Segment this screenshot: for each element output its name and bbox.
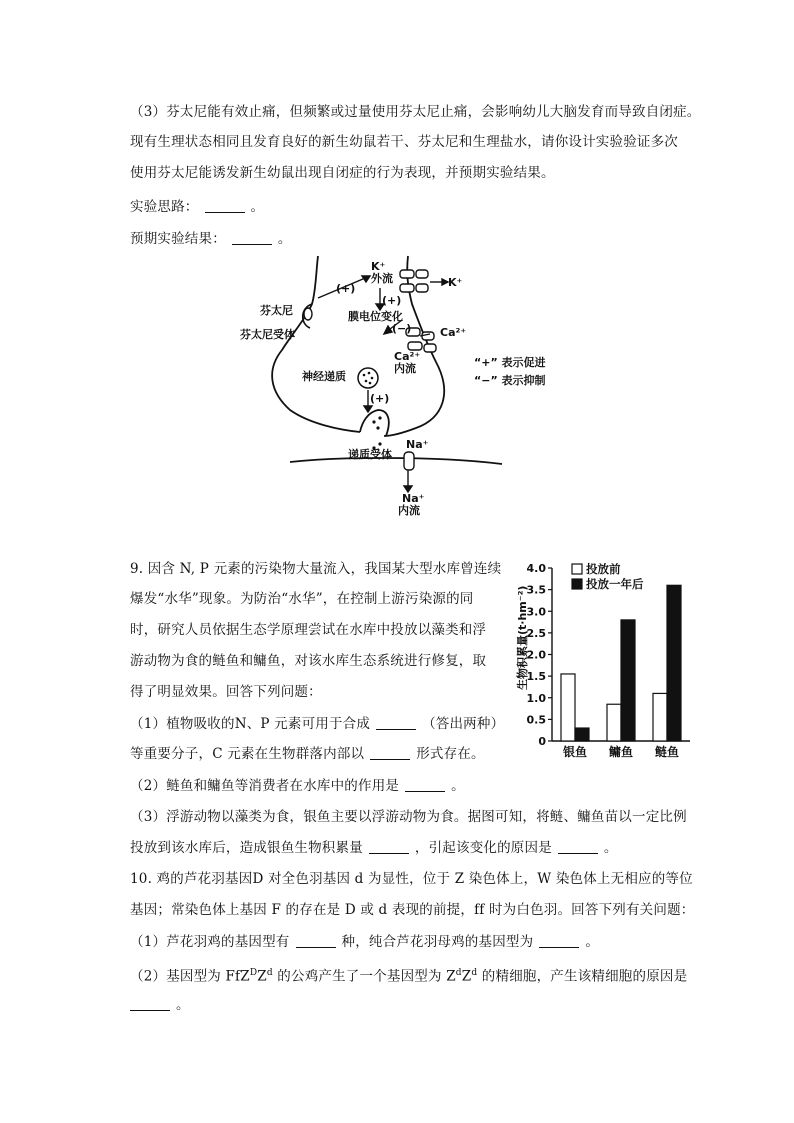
bar-银鱼-投放一年后 xyxy=(575,728,589,741)
q9-s1-part-c: 等重要分子，C 元素在生物群落内部以 xyxy=(130,746,365,762)
q10-s1-part-b: 种，纯合芦花羽母鸡的基因型为 xyxy=(341,934,534,950)
influx-label: 内流 xyxy=(394,362,416,375)
neuron-diagram xyxy=(230,252,560,520)
y-tick-label: 2.5 xyxy=(526,626,546,640)
bar-鲢鱼-投放前 xyxy=(653,693,667,741)
k-right-label: K⁺ xyxy=(448,276,463,289)
legend-swatch xyxy=(572,564,582,574)
fentanyl-receptor-label: 芬太尼受体 xyxy=(240,328,295,341)
q10-sub-1-line xyxy=(130,933,599,951)
q10-s2-part-e: 的精细胞，产生该精细胞的原因是 xyxy=(477,968,688,985)
legend-swatch xyxy=(572,579,582,589)
fentanyl-label: 芬太尼 xyxy=(260,304,293,317)
na-bottom-label: Na⁺ xyxy=(402,492,425,505)
q10-s2-part-b: Z xyxy=(257,968,267,985)
q9-s2-text: （2）鲢鱼和鳙鱼等消费者在水库中的作用是 xyxy=(130,778,400,794)
k-channel-shape xyxy=(400,270,428,292)
q10-s1-blank-2 xyxy=(539,934,579,948)
bar-鳙鱼-投放一年后 xyxy=(621,620,635,741)
q10-s2-end: 。 xyxy=(176,997,190,1013)
q10-sup-d-2: d xyxy=(455,968,462,978)
membrane-change-label: 膜电位变化 xyxy=(348,310,403,323)
q8-result-line xyxy=(130,230,292,248)
bar-鲢鱼-投放一年后 xyxy=(667,585,681,741)
q8-idea-blank xyxy=(205,199,245,213)
q10-text-line-1: 10. 鸡的芦花羽基因D 对全色羽基因 d 为显性，位于 Z 染色体上，W 染色体上无相应的等位 xyxy=(130,871,693,887)
y-tick-label: 3.0 xyxy=(526,605,546,619)
y-tick-label: 0.5 xyxy=(526,713,546,727)
q10-s1-part-a: （1）芦花羽鸡的基因型有 xyxy=(130,934,290,950)
q9-s1-blank-2 xyxy=(370,746,410,760)
q9-text-line-3: 时，研究人员依据生态学原理尝试在水库中投放以藻类和浮 xyxy=(130,622,487,638)
q8-result-end: 。 xyxy=(277,231,292,247)
q9-s1-blank-1 xyxy=(376,716,416,730)
legend-label: 投放一年后 xyxy=(586,577,644,591)
y-tick-label: 1.0 xyxy=(526,691,546,705)
q9-s1-part-a: （1）植物吸收的N、P 元素可用于合成 xyxy=(130,716,371,732)
q9-s1-part-d: 形式存在。 xyxy=(416,746,485,762)
q10-sup-d-3: d xyxy=(471,968,478,978)
ca-inner-label: Ca²⁺ xyxy=(394,350,421,363)
q8-result-label: 预期实验结果： xyxy=(130,231,226,247)
legend-plus-label: “+” 表示促进 xyxy=(474,356,546,369)
plus-label-3: (+) xyxy=(370,392,390,405)
q8-text-line-3: 使用芬太尼能诱发新生幼鼠出现自闭症的行为表现，并预期实验结果。 xyxy=(130,165,555,181)
q9-sub-3-line-1: （3）浮游动物以藻类为食，银鱼主要以浮游动物为食。据图可知，将鲢、鳙鱼苗以一定比例 xyxy=(130,809,687,825)
chart-legend xyxy=(572,562,644,591)
q10-s1-end: 。 xyxy=(585,934,600,950)
x-category-label: 鲢鱼 xyxy=(654,745,680,759)
q9-s2-blank xyxy=(405,778,445,792)
q10-s2-blank xyxy=(130,997,170,1011)
q10-s2-part-c: 的公鸡产生了一个基因型为 Z xyxy=(272,968,456,985)
q9-s3-part-c: ，引起该变化的原因是 xyxy=(414,840,552,856)
q9-s3-part-b: 投放到该水库后，造成银鱼生物积累量 xyxy=(130,840,363,856)
y-tick-label: 2.0 xyxy=(526,648,546,662)
x-category-label: 鳙鱼 xyxy=(608,745,634,759)
q8-idea-end: 。 xyxy=(250,199,265,215)
q9-sub-1-line-1 xyxy=(130,715,504,733)
q10-sub-2-line-2 xyxy=(130,996,190,1014)
y-tick-label: 4.0 xyxy=(526,562,546,575)
na-influx-label: 内流 xyxy=(398,504,420,517)
ca-right-label: Ca²⁺ xyxy=(440,326,467,339)
plus-label-1: (+) xyxy=(336,282,356,295)
bar-鳙鱼-投放前 xyxy=(607,704,621,741)
q9-s3-end: 。 xyxy=(603,840,618,856)
x-category-label: 银鱼 xyxy=(562,745,588,759)
q10-text-line-2: 基因；常染色体上基因 F 的存在是 D 或 d 表现的前提，ff 时为白色羽。回答下列有关问题： xyxy=(130,902,695,918)
neuron-outline xyxy=(272,256,502,464)
q10-s2-part-a: （2）基因型为 FfZ xyxy=(130,968,250,985)
legend-label: 投放前 xyxy=(586,562,621,576)
q10-s2-part-d: Z xyxy=(461,968,472,985)
q10-sub-2-line xyxy=(130,964,687,986)
q9-text-line-4: 游动物为食的鲢鱼和鳙鱼，对该水库生态系统进行修复，取 xyxy=(130,653,487,669)
efflux-label: 外流 xyxy=(371,272,393,285)
na-channel-shape xyxy=(404,452,414,470)
vesicle-shape xyxy=(358,368,378,388)
q9-s3-blank-2 xyxy=(558,840,598,854)
chart-bars xyxy=(561,585,681,741)
q9-text-line-5: 得了明显效果。回答下列问题： xyxy=(130,684,322,700)
q10-sup-D: D xyxy=(249,968,258,978)
q9-text-line-2: 爆发“水华”现象。为防治“水华”，在控制上游污染源的同 xyxy=(130,591,474,607)
q9-s1-part-b: （答出两种） xyxy=(422,716,505,732)
minus-label: (−) xyxy=(392,322,412,335)
q9-sub-2-line xyxy=(130,777,465,795)
legend-minus-label: “−” 表示抑制 xyxy=(474,374,546,387)
bar-银鱼-投放前 xyxy=(561,674,575,741)
na-top-label: Na⁺ xyxy=(406,438,429,451)
biomass-bar-chart xyxy=(510,556,700,766)
q10-sup-d-1: d xyxy=(266,968,273,978)
fentanyl-molecule-shape xyxy=(304,308,312,320)
y-tick-label: 1.5 xyxy=(526,670,546,684)
y-tick-label: 0 xyxy=(538,735,546,748)
q8-text-line-2: 现有生理状态相同且发育良好的新生幼鼠若干、芬太尼和生理盐水，请你设计实验验证多次 xyxy=(130,134,678,150)
k-top-label: K⁺ xyxy=(371,260,386,273)
q10-s1-blank-1 xyxy=(296,934,336,948)
plus-label-2: (+) xyxy=(382,294,402,307)
y-tick-label: 3.5 xyxy=(526,583,546,597)
q9-sub-3-line-2 xyxy=(130,839,618,857)
chart-y-axis-label: 生物积累量(t·hm⁻²) xyxy=(516,585,529,690)
q9-s2-end: 。 xyxy=(451,778,465,794)
transmitter-label: 神经递质 xyxy=(302,370,346,383)
chart-x-categories xyxy=(563,744,679,759)
q8-result-blank xyxy=(232,231,272,245)
chart-y-ticks xyxy=(527,562,553,748)
q8-idea-label: 实验思路： xyxy=(130,199,199,215)
receptor-label: 递质受体 xyxy=(348,448,392,461)
q8-idea-line xyxy=(130,198,264,216)
q9-sub-1-line-2 xyxy=(130,745,485,763)
q9-s3-blank-1 xyxy=(369,840,409,854)
q8-text-line-1: （3）芬太尼能有效止痛，但频繁或过量使用芬太尼止痛，会影响幼儿大脑发育而导致自闭症。 xyxy=(130,104,701,120)
q9-text-line-1: 9. 因含 N, P 元素的污染物大量流入，我国某大型水库曾连续 xyxy=(130,561,502,577)
